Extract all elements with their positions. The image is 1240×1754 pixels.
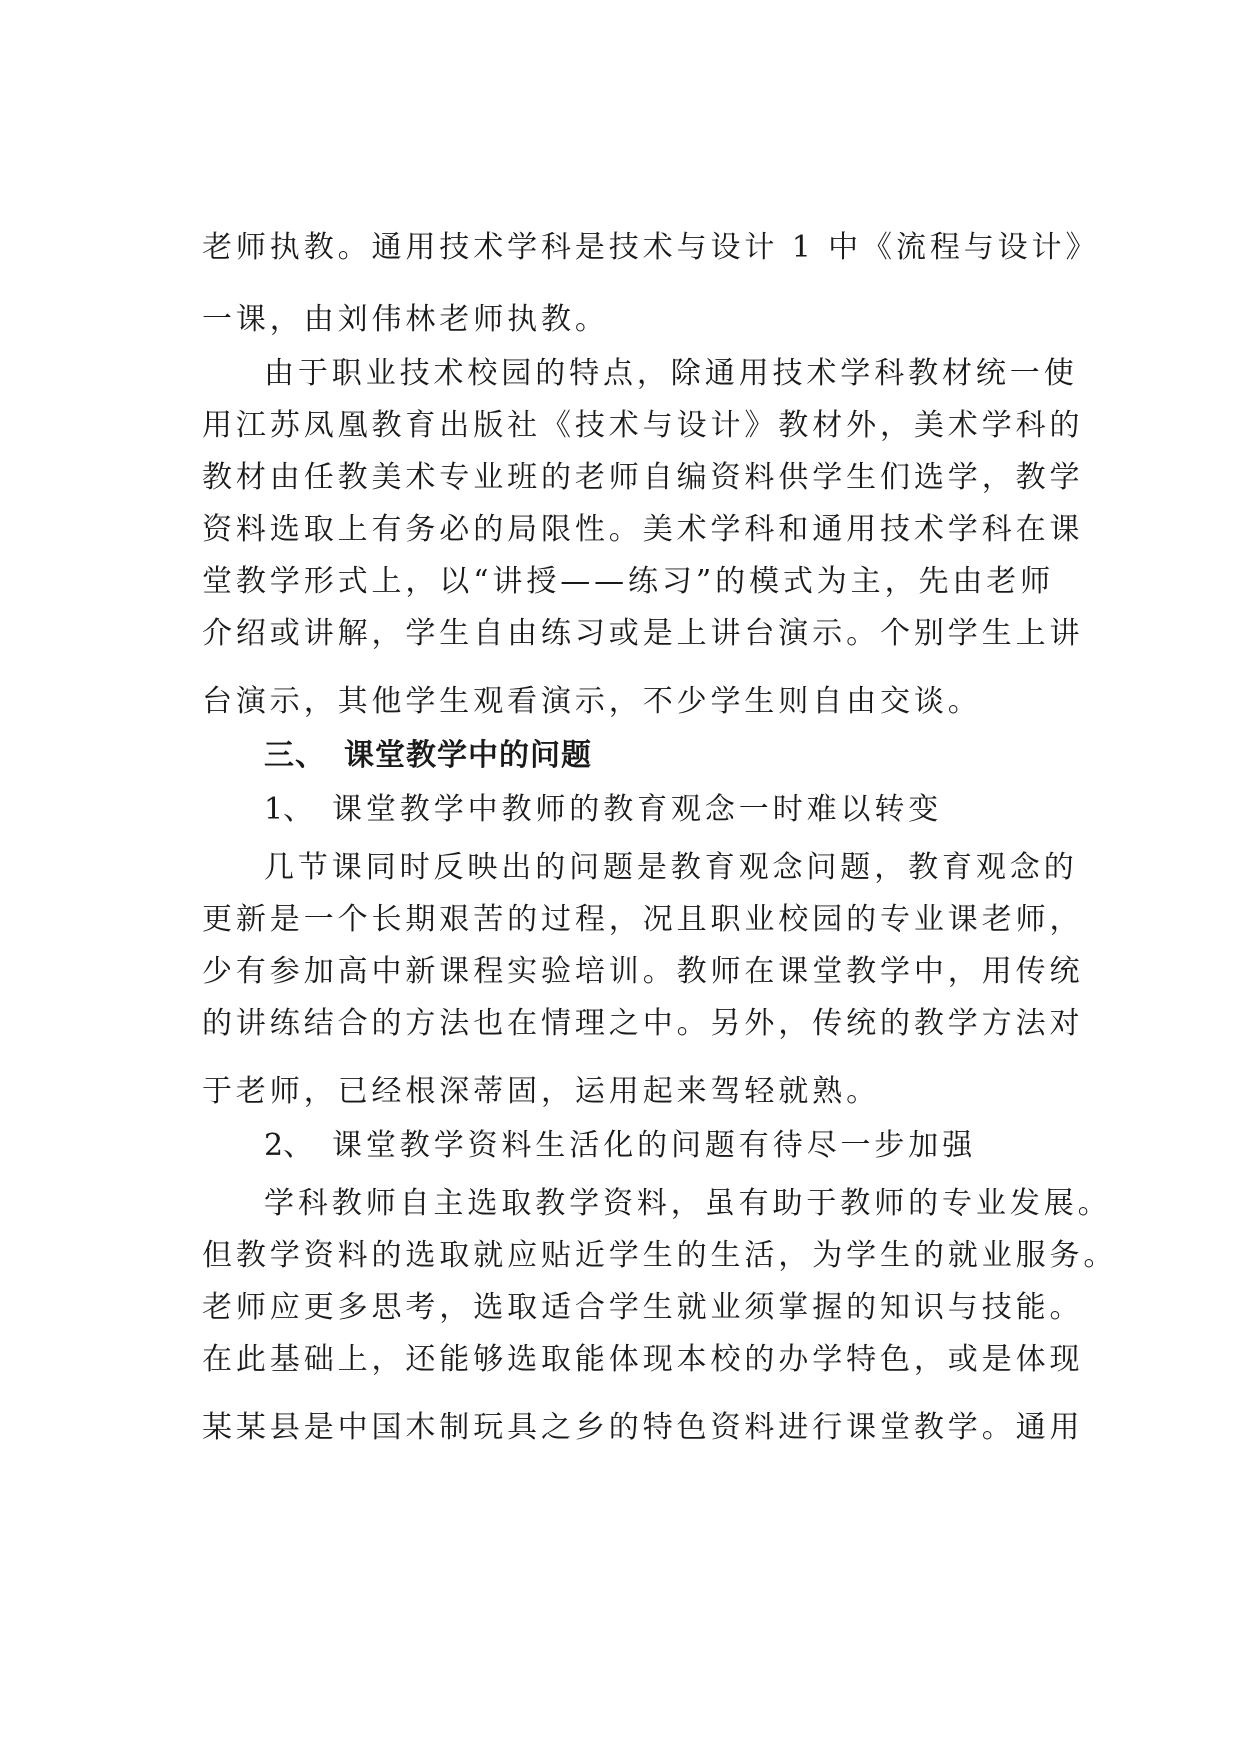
paragraph-line: 台演示，其他学生观看演示，不少学生则自由交谈。 [202,684,982,719]
paragraph-line: 堂教学形式上，以“讲授——练习”的模式为主，先由老师 [202,564,1055,599]
paragraph-line: 一课，由刘伟林老师执教。 [202,302,609,337]
paragraph-line: 但教学资料的选取就应贴近学生的生活，为学生的就业服务。 [202,1238,1118,1273]
paragraph-line: 用江苏凤凰教育出版社《技术与设计》教材外，美术学科的 [202,408,1084,443]
section-number: 三、 [264,738,326,773]
paragraph-line: 由于职业技术校园的特点，除通用技术学科教材统一使 [264,356,1078,391]
paragraph-line: 少有参加高中新课程实验培训。教师在课堂教学中，用传统 [202,954,1084,989]
subsection-title: 课堂教学资料生活化的问题有待尽一步加强 [332,1128,977,1163]
paragraph-line: 在此基础上，还能够选取能体现本校的办学特色，或是体现 [202,1342,1084,1377]
paragraph-line: 老师应更多思考，选取适合学生就业须掌握的知识与技能。 [202,1290,1084,1325]
paragraph-line: 于老师，已经根深蒂固，运用起来驾轻就熟。 [202,1074,880,1109]
paragraph-line: 某某县是中国木制玩具之乡的特色资料进行课堂教学。通用 [202,1410,1084,1445]
paragraph-line: 资料选取上有务必的局限性。美术学科和通用技术学科在课 [202,512,1084,547]
subsection-heading [264,790,1062,830]
section-heading [264,736,1062,776]
section-title: 课堂教学中的问题 [344,738,592,773]
paragraph-line: 的讲练结合的方法也在情理之中。另外，传统的教学方法对 [202,1006,1084,1041]
paragraph-line: 教材由任教美术专业班的老师自编资料供学生们选学，教学 [202,460,1084,495]
paragraph-line: 学科教师自主选取教学资料，虽有助于教师的专业发展。 [264,1186,1112,1221]
subsection-title: 课堂教学中教师的教育观念一时难以转变 [332,792,943,827]
subsection-heading [264,1126,1062,1166]
paragraph-line: 更新是一个长期艰苦的过程，况且职业校园的专业课老师， [202,902,1084,937]
paragraph-line: 老师执教。通用技术学科是技术与设计 1 中《流程与设计》 [202,230,1100,265]
paragraph-line: 几节课同时反映出的问题是教育观念问题，教育观念的 [264,850,1078,885]
subsection-number: 1、 [264,792,314,827]
paragraph-line: 介绍或讲解，学生自由练习或是上讲台演示。个别学生上讲 [202,616,1084,651]
subsection-number: 2、 [264,1128,314,1163]
